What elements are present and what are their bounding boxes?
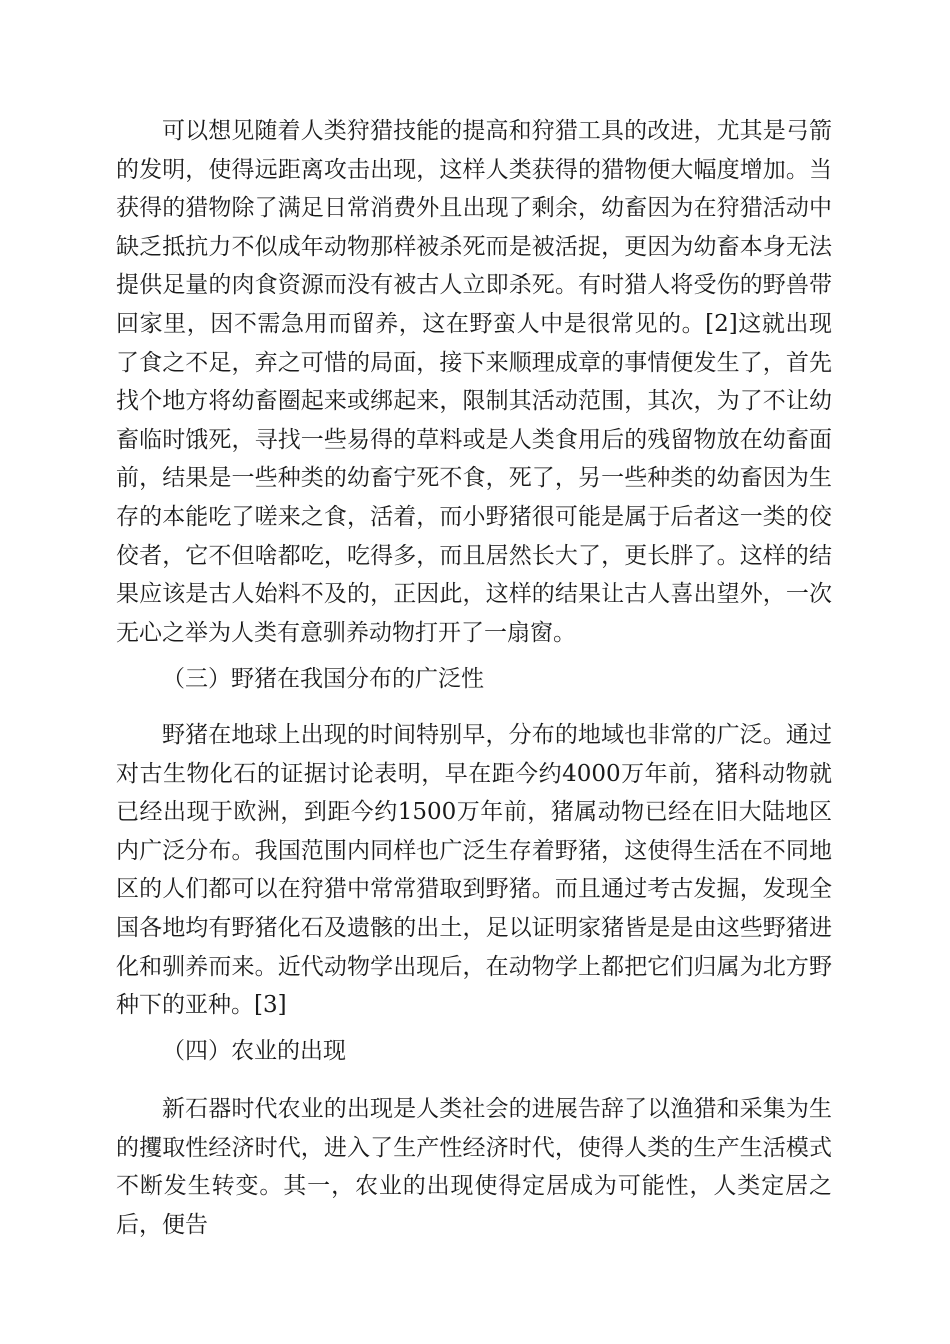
body-paragraph: 新石器时代农业的出现是人类社会的进展告辞了以渔猎和采集为生的攫取性经济时代，进入了生产性经济时代，使得人类的生产生活模式不断发生转变。其一，农业的出现使得定居成为可能性，人类定居之后，便告 — [116, 1096, 832, 1238]
paragraph-block-2 — [116, 716, 832, 1025]
paragraph-block-1 — [116, 112, 832, 652]
heading-block-3 — [116, 660, 832, 699]
body-paragraph: 可以想见随着人类狩猎技能的提高和狩猎工具的改进，尤其是弓箭的发明，使得远距离攻击出现，这样人类获得的猎物便大幅度增加。当获得的猎物除了满足日常消费外且出现了剩余，幼畜因为在狩猎活动中缺乏抵抗力不似成年动物那样被杀死而是被活捉，更因为幼畜本身无法提供足量的肉食资源而没有被古人立即杀死。有时猎人将受伤的野兽带回家里，因不需急用而留养，这在野蛮人中是很常见的。[2]这就出现了食之不足，弃之可惜的局面，接下来顺理成章的事情便发生了，首先找个地方将幼畜圈起来或绑起来，限制其活动范围，其次，为了不让幼畜临时饿死，寻找一些易得的草料或是人类食用后的残留物放在幼畜面前，结果是一些种类的幼畜宁死不食，死了，另一些种类的幼畜因为生存的本能吃了嗟来之食，活着，而小野猪很可能是属于后者这一类的佼佼者，它不但啥都吃，吃得多，而且居然长大了，更长胖了。这样的结果应该是古人始料不及的，正因此，这样的结果让古人喜出望外，一次无心之举为人类有意驯养动物打开了一扇窗。 — [116, 118, 832, 646]
section-heading: （三）野猪在我国分布的广泛性 — [162, 666, 484, 692]
paragraph-block-3 — [116, 1090, 832, 1244]
section-heading: （四）农业的出现 — [162, 1038, 346, 1064]
heading-block-4 — [116, 1032, 832, 1071]
body-paragraph: 野猪在地球上出现的时间特别早，分布的地域也非常的广泛。通过对古生物化石的证据讨论表明，早在距今约4000万年前，猪科动物就已经出现于欧洲，到距今约1500万年前，猪属动物已经在旧大陆地区内广泛分布。我国范围内同样也广泛生存着野猪，这使得生活在不同地区的人们都可以在狩猎中常常猎取到野猪。而且通过考古发掘，发现全国各地均有野猪化石及遗骸的出土，足以证明家猪皆是是由这些野猪进化和驯养而来。近代动物学出现后，在动物学上都把它们归属为北方野种下的亚种。[3] — [116, 722, 832, 1019]
